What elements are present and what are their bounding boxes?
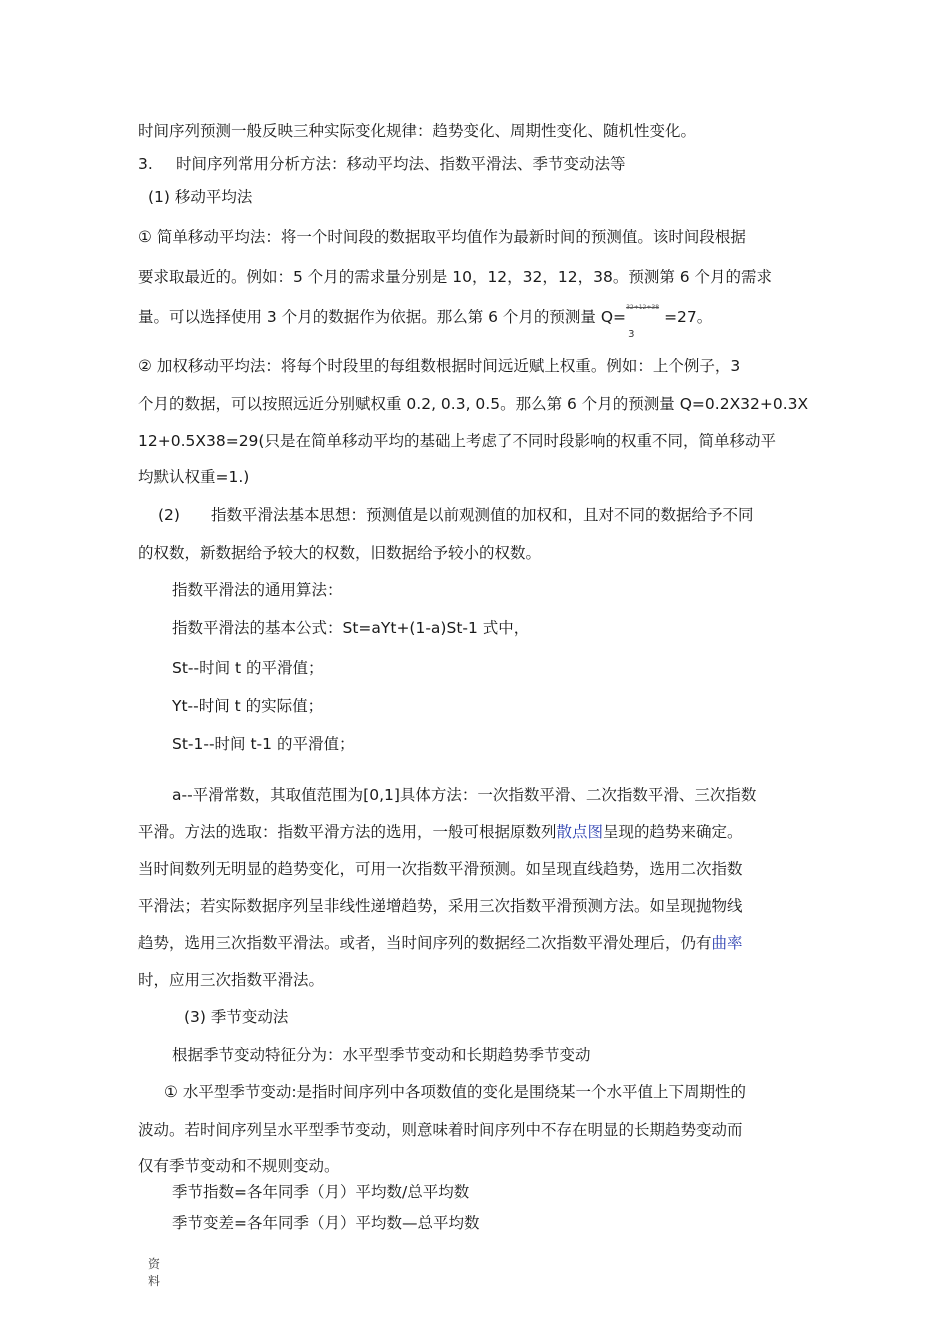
list-item-3-number: 3. xyxy=(138,155,153,173)
simple-ma-result: =27。 xyxy=(664,308,713,326)
seasonal-index-formula: 季节指数=各年同季（月）平均数/总平均数 xyxy=(172,1183,470,1201)
horizontal-seasonal-line-1: ① 水平型季节变动:是指时间序列中各项数值的变化是围绕某一个水平值上下周期性的 xyxy=(164,1083,747,1101)
weighted-ma-line-2: 个月的数据，可以按照远近分别赋权重 0.2, 0.3, 0.5。那么第 6 个月的预测量 Q=0.2X32+0.3X xyxy=(138,395,809,413)
simple-ma-line-3-text: 量。可以选择使用 3 个月的数据作为依据。那么第 6 个月的预测量 Q= xyxy=(138,308,627,326)
horizontal-seasonal-line-3: 仅有季节变动和不规则变动。 xyxy=(138,1157,340,1175)
fraction xyxy=(626,304,664,340)
section-3-heading: (3) 季节变动法 xyxy=(184,1008,289,1026)
horizontal-seasonal-line-2: 波动。若时间序列呈水平型季节变动，则意味着时间序列中不存在明显的长期趋势变动而 xyxy=(138,1121,743,1139)
alpha-line-1: a--平滑常数，其取值范围为[0,1]具体方法：一次指数平滑、二次指数平滑、三次指数 xyxy=(172,786,757,804)
definition-st: St--时间 t 的平滑值； xyxy=(172,659,324,677)
weighted-ma-line-3: 12+0.5X38=29(只是在简单移动平均的基础上考虑了不同时段影响的权重不同，简单移动平 xyxy=(138,432,776,450)
footer-char-1: 资 xyxy=(148,1257,161,1271)
definition-yt: Yt--时间 t 的实际值； xyxy=(172,697,324,715)
exp-general-algorithm: 指数平滑法的通用算法： xyxy=(172,581,343,599)
scatter-plot-link[interactable]: 散点图 xyxy=(556,823,604,841)
fraction-numerator: 32+12+38 xyxy=(626,304,660,311)
paragraph-trend: 时间序列预测一般反映三种实际变化规律：趋势变化、周期性变化、随机性变化。 xyxy=(138,122,697,140)
list-item-3-text: 时间序列常用分析方法：移动平均法、指数平滑法、季节变动法等 xyxy=(176,155,626,173)
alpha-line-6: 时，应用三次指数平滑法。 xyxy=(138,971,325,989)
simple-ma-line-2: 要求取最近的。例如：5 个月的需求量分别是 10，12，32，12，38。预测第 6 个月的需求 xyxy=(138,268,773,286)
alpha-line-3: 当时间数列无明显的趋势变化，可用一次指数平滑预测。如呈现直线趋势，选用二次指数 xyxy=(138,860,743,878)
definition-st-1: St-1--时间 t-1 的平滑值； xyxy=(172,735,355,753)
section-2-line-1: (2) 指数平滑法基本思想：预测值是以前观测值的加权和，且对不同的数据给予不同 xyxy=(158,506,754,524)
alpha-line-2-text-end: 呈现的趋势来确定。 xyxy=(603,823,743,841)
alpha-line-4: 平滑法；若实际数据序列呈非线性递增趋势，采用三次指数平滑预测方法。如呈现抛物线 xyxy=(138,897,743,915)
curvature-link[interactable]: 曲率 xyxy=(711,934,743,952)
alpha-line-2-text: 平滑。方法的选取：指数平滑方法的选用，一般可根据原数列 xyxy=(138,823,557,841)
section-2-line-2: 的权数，新数据给予较大的权数，旧数据给予较小的权数。 xyxy=(138,544,542,562)
footer-char-2: 料 xyxy=(148,1274,161,1288)
exp-basic-formula: 指数平滑法的基本公式：St=aYt+(1-a)St-1 式中， xyxy=(172,619,530,637)
fraction-denominator: 3 xyxy=(628,329,635,340)
seasonal-variance-formula: 季节变差=各年同季（月）平均数—总平均数 xyxy=(172,1214,480,1232)
section-1-heading: (1) 移动平均法 xyxy=(148,188,253,206)
section-3-intro: 根据季节变动特征分为：水平型季节变动和长期趋势季节变动 xyxy=(172,1046,591,1064)
weighted-ma-line-1: ② 加权移动平均法：将每个时段里的每组数根据时间远近赋上权重。例如：上个例子，3 xyxy=(138,357,741,375)
simple-ma-line-3 xyxy=(138,304,713,340)
alpha-line-5 xyxy=(138,933,743,953)
alpha-line-2 xyxy=(138,822,743,842)
simple-ma-line-1: ① 简单移动平均法：将一个时间段的数据取平均值作为最新时间的预测值。该时间段根据 xyxy=(138,228,746,246)
alpha-line-5-text: 趋势，选用三次指数平滑法。或者，当时间序列的数据经二次指数平滑处理后，仍有 xyxy=(138,934,712,952)
weighted-ma-line-4: 均默认权重=1.) xyxy=(138,468,250,486)
